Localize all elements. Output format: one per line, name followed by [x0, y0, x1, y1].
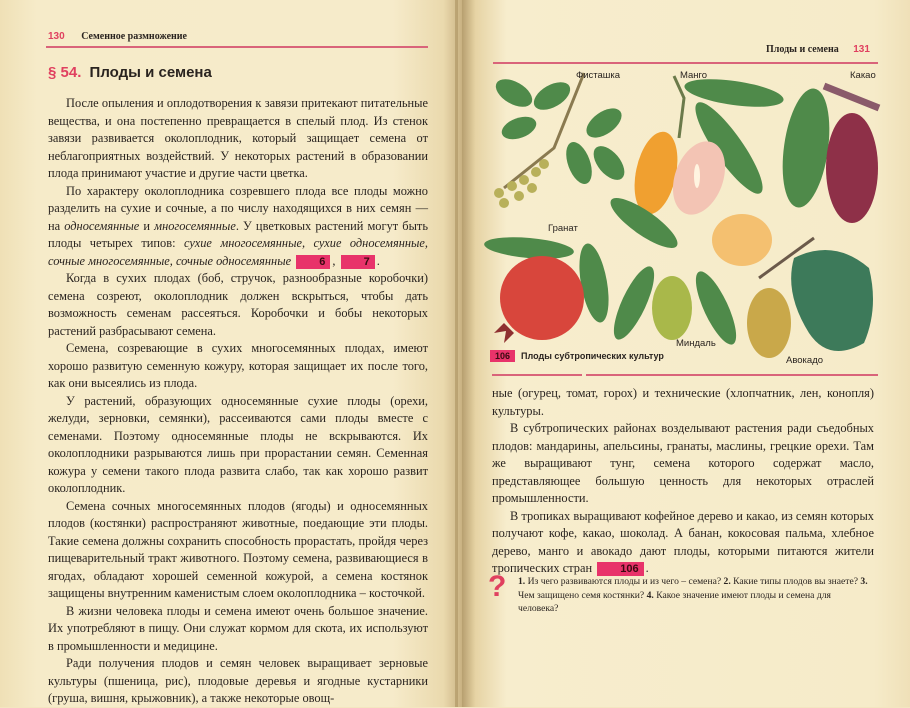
- review-questions: 1. Из чего развиваются плоды и из чего – семена? 2. Какие типы плодов вы знаете? 3. Чем защищено семя костянки? 4. Какое значение имеют плоды и семена для человека?: [518, 576, 868, 614]
- almond-fruit-drawing: [712, 214, 772, 266]
- paragraph: ные (огурец, томат, горох) и технические (хлопчатник, лен, конопля) культуры.: [492, 386, 874, 418]
- label-avocado: Авокадо: [786, 355, 824, 366]
- cacao-drawing: [776, 86, 879, 223]
- paragraph: У растений, образующих односемянные сухие плоды (орехи, желуди, зерновки, семянки), рассеиваются сами плоды вместе с семенами. Поэтому односемянные плоды не вскрываются. Их околоплодники разрываются лишь при прорастании семян. Семенная кожура у семени такого плода развита слабо, так как хорошо развит околоплодник.: [48, 393, 428, 495]
- page-number: 130: [48, 31, 65, 42]
- figure-number-badge: 106: [490, 350, 515, 362]
- question-2: Какие типы плодов вы знаете?: [733, 576, 858, 587]
- avocado-drawing: [747, 238, 873, 358]
- figure-rule: [492, 374, 582, 376]
- header-rule: [493, 62, 878, 64]
- label-pistachio: Фисташка: [576, 70, 621, 81]
- paragraph: Семена, созревающие в сухих многосемянных плодах, имеют хорошо развитую семенную кожуру, которая защищает их после того, как они высеялись из плода.: [48, 341, 428, 390]
- running-head-title: Семенное размножение: [81, 31, 187, 42]
- label-cacao: Какао: [850, 70, 876, 81]
- pistachio-drawing: [491, 73, 630, 208]
- question-1: Из чего развиваются плоды и из чего – семена?: [527, 576, 722, 587]
- header-rule: [46, 46, 428, 48]
- label-mango: Манго: [680, 70, 708, 81]
- figure-106-illustration: [484, 68, 884, 368]
- pomegranate-drawing: [484, 234, 614, 343]
- page-number: 131: [853, 44, 870, 55]
- label-pomegranate: Гранат: [548, 223, 578, 234]
- figure-ref-6[interactable]: 6: [296, 255, 330, 269]
- right-text-column: [492, 385, 874, 578]
- section-title: [48, 64, 212, 81]
- figure-ref-106[interactable]: 106: [597, 562, 643, 576]
- left-text-column: [48, 95, 428, 708]
- mango-drawing: [628, 74, 785, 222]
- figure-caption-text: Плоды субтропических культур: [521, 351, 664, 361]
- paragraph: В субтропических районах возделывают растения ради съедобных плодов: мандарины, апельсины, гранаты, маслины, грецкие орехи. Там же выращивают тунг, семена которого содержат масло, представляющее большую ценность для некоторых отраслей промышленности.: [492, 421, 874, 505]
- left-running-head: [48, 31, 187, 42]
- paragraph: В жизни человека плоды и семена имеют очень большое значение. Их употребляют в пищу. Они служат кормом для скота, их используют в промышленности и медицине.: [48, 603, 428, 653]
- paragraph: Семена сочных многосемянных плодов (ягоды) и односемянных плодов (костянки) распространяют животные, поедающие эти плоды. Такие семена должны сохранить способность прорастать, пройдя через пищеварительный тракт животного. Поэтому семена, развивающиеся в ягодах, обладают хорошей семенной кожурой, а семена костянок защищены внутренним каменистым слоем околоплодника – косточкой.: [48, 498, 428, 600]
- subtropical-fruits-illustration: [484, 68, 884, 368]
- section-heading: Плоды и семена: [89, 64, 212, 81]
- paragraph: Ради получения плодов и семян человек выращивает зерновые культуры (пшеница, рис), плодовые деревья и ягодные кустарники (груша, вишня, крыжовник), а также некоторые овощ-: [48, 656, 428, 705]
- section-number: § 54.: [48, 64, 82, 81]
- figure-ref-7[interactable]: 7: [341, 255, 375, 269]
- right-running-head: [766, 44, 870, 55]
- paragraph: В тропиках выращивают кофейное дерево и какао, из семян которых получают кофе, какао, шоколад. А банан, кокосовая пальма, хлебное дерево, манго и авокадо дают плоды, которыми питаются жители тропических стран 106 .: [492, 508, 874, 575]
- question-4: Какое значение имеют плоды и семена для человека?: [518, 589, 831, 614]
- figure-caption: [490, 350, 664, 362]
- question-3: Чем защищено семя костянки?: [518, 589, 645, 601]
- running-head-title: Плоды и семена: [766, 44, 839, 55]
- paragraph: После опыления и оплодотворения к завязи притекают питательные вещества, и она постепенно превращается в спелый плод. Из стенок завязи развивается околоплодник, который защищает семена от неблагоприятных воздействий. У некоторых растений в образовании плода принимают участие и другие части цветка.: [48, 96, 428, 180]
- paragraph: Когда в сухих плодах (боб, стручок, разнообразные коробочки) семена созреют, околоплодник должен вскрыться, чтобы дать возможность семенам рассеяться. Коробочки и бобы некоторых растений разбрасывают семена.: [48, 271, 428, 338]
- label-almond: Миндаль: [676, 338, 716, 349]
- question-mark-icon: ?: [488, 570, 507, 603]
- almond-drawing: [604, 190, 743, 349]
- book-gutter: [455, 0, 458, 707]
- paragraph: По характеру околоплодника созревшего плода все плоды можно разделить на сухие и сочные, а по числу находящихся в них семян — на односемянные и многосемянные. У цветковых растений могут быть плоды четырех типов: сухие многосемянные, сухие односемянные, сочные многосемянные, сочные односемянные 6 , 7 .: [48, 183, 428, 268]
- figure-rule: [586, 374, 878, 376]
